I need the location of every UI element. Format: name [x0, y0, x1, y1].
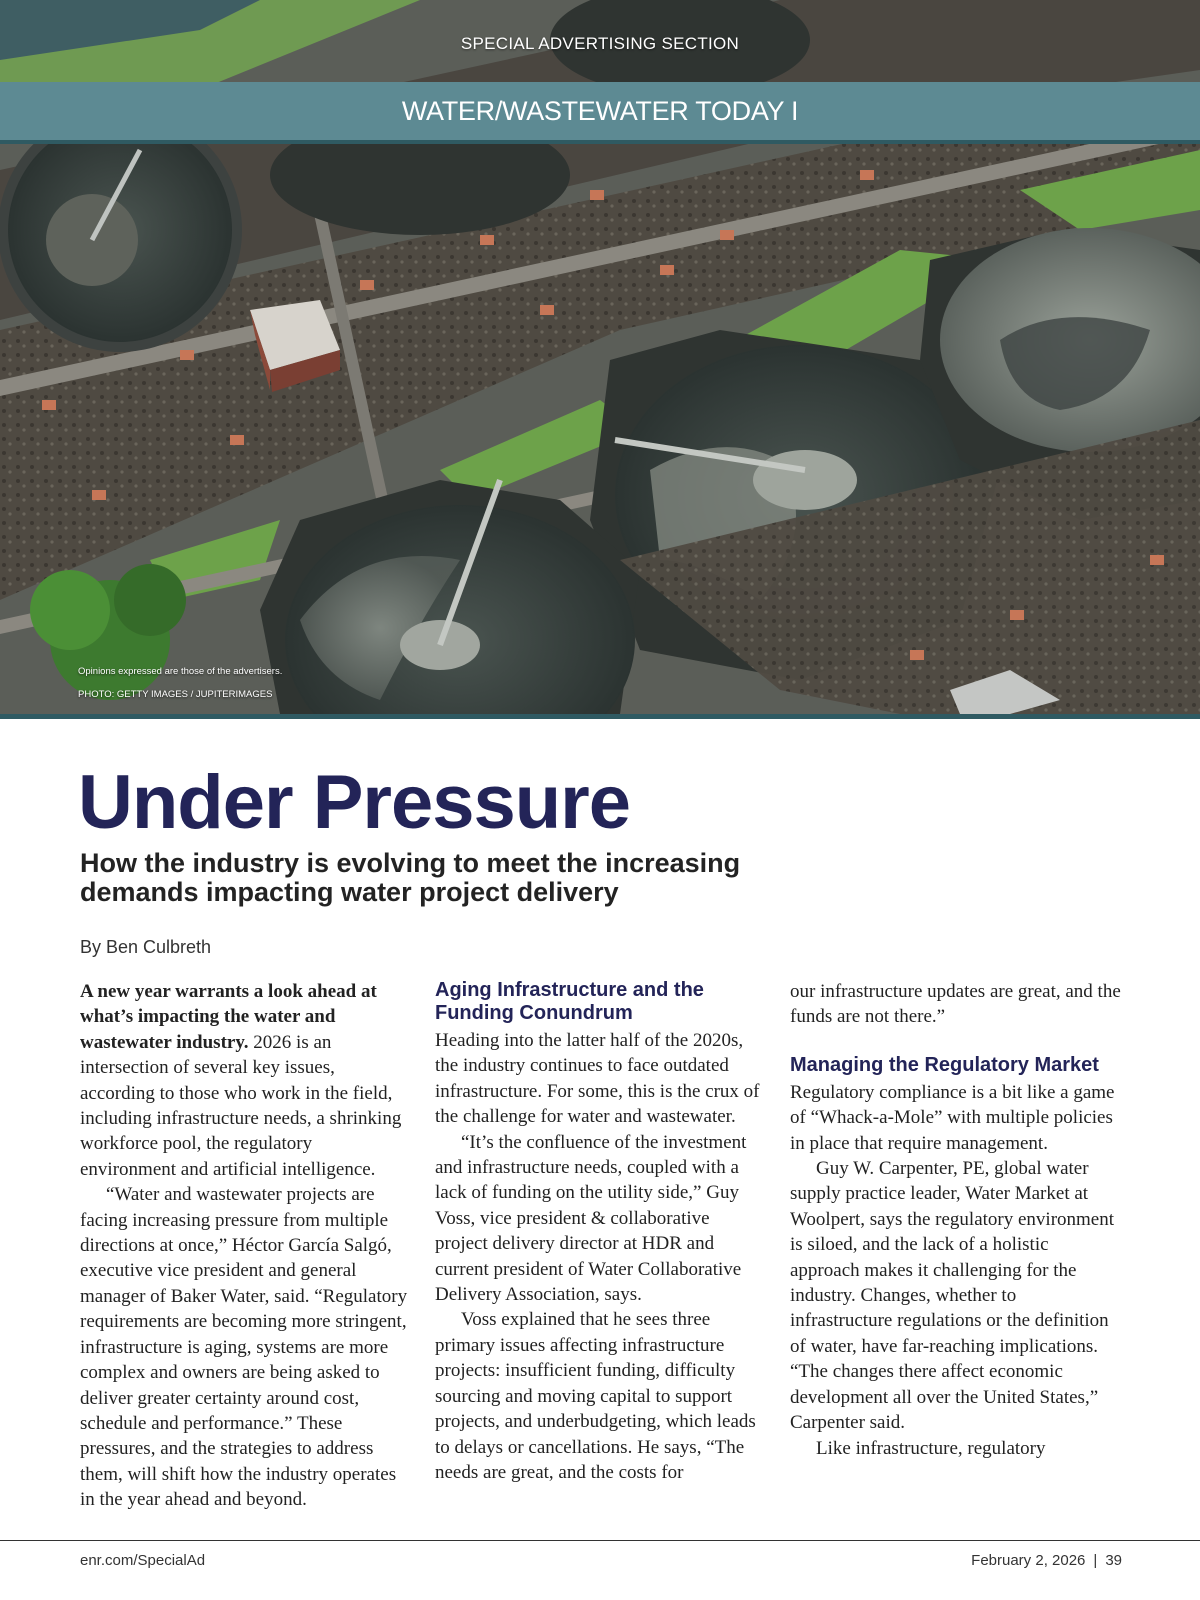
- article-column-2: [435, 979, 767, 1485]
- hero-photo: [0, 0, 1200, 714]
- intro-paragraph: [80, 979, 412, 1182]
- banner-title: WATER/WASTEWATER TODAY I: [401, 95, 799, 126]
- special-advertising-label: SPECIAL ADVERTISING SECTION: [460, 34, 740, 53]
- photo-credit: PHOTO: GETTY IMAGES / JUPITERIMAGES: [78, 689, 273, 700]
- page-number: 39: [1105, 1552, 1122, 1569]
- article-column-1: [80, 979, 412, 1513]
- footer-date: February 2, 2026: [971, 1552, 1086, 1569]
- infrastructure-paragraph-continued: our infrastructure updates are great, and the funds are not there.”: [790, 981, 1121, 1028]
- article-byline: By Ben Culbreth: [80, 937, 212, 957]
- section-heading-infrastructure: Aging Infrastructure and the Funding Conundrum: [435, 979, 704, 1024]
- footer-separator: |: [1093, 1552, 1098, 1569]
- regulatory-paragraph-3: Like infrastructure, regulatory: [816, 1437, 1046, 1459]
- article-subtitle: How the industry is evolving to meet the increasing demands impacting water project delivery: [80, 848, 741, 907]
- section-banner: [0, 82, 1200, 144]
- article-column-3: [790, 979, 1122, 1461]
- garcia-quote-paragraph: “Water and wastewater projects are facing increasing pressure from multiple directions at once,” Héctor García Salgó, executive vice president and general manager of Baker Water, said. “Regulatory requirements are becoming more stringent, infrastructure is aging, systems are more complex and owners are being asked to deliver greater certainty around cost, schedule and performance.” These pressures, and the strategies to address them, will shift how the industry operates in the year ahead and beyond.: [80, 1184, 408, 1511]
- footer-url[interactable]: enr.com/SpecialAd: [80, 1552, 206, 1569]
- infrastructure-paragraph-3: Voss explained that he sees three primary issues affecting infrastructure projects: insufficient funding, difficulty sourcing and moving capital to support projects, and underbudgeting, which leads to delays or cancellations. He says, “The needs are great, and the costs for: [435, 1309, 756, 1483]
- regulatory-paragraph-1: Regulatory compliance is a bit like a game of “Whack-a-Mole” with multiple policies in place that require management.: [790, 1081, 1115, 1154]
- infrastructure-paragraph-2: “It’s the confluence of the investment and infrastructure needs, coupled with a lack of funding on the utility side,” Guy Voss, vice president & collaborative project delivery director at HDR and current president of Water Collaborative Delivery Association, says.: [435, 1131, 747, 1306]
- intro-rest: 2026 is an intersection of several key issues, according to those who work in the field, including infrastructure needs, a shrinking workforce pool, the regulatory environment and artificial intelligence.: [80, 1031, 402, 1180]
- article-title: Under Pressure: [78, 760, 631, 845]
- footer-page-info: [971, 1552, 1122, 1569]
- intro-lead: A new year warrants a look ahead at what’s impacting the water and wastewater industry.: [80, 981, 377, 1053]
- hero-divider: [0, 714, 1200, 719]
- infrastructure-paragraph-1: Heading into the latter half of the 2020s, the industry continues to face outdated infrastructure. For some, this is the crux of the challenge for water and wastewater.: [435, 1030, 760, 1128]
- advertiser-disclaimer: Opinions expressed are those of the advertisers.: [78, 666, 283, 677]
- section-heading-regulatory: Managing the Regulatory Market: [790, 1053, 1099, 1076]
- footer-rule: [0, 1540, 1200, 1541]
- regulatory-paragraph-2: Guy W. Carpenter, PE, global water supply practice leader, Water Market at Woolpert, says the regulatory environment is siloed, and the lack of a holistic approach makes it challenging for the industry. Changes, whether to infrastructure regulations or the definition of water, have far-reaching implications. “The changes there affect economic development all over the United States,” Carpenter said.: [790, 1158, 1115, 1434]
